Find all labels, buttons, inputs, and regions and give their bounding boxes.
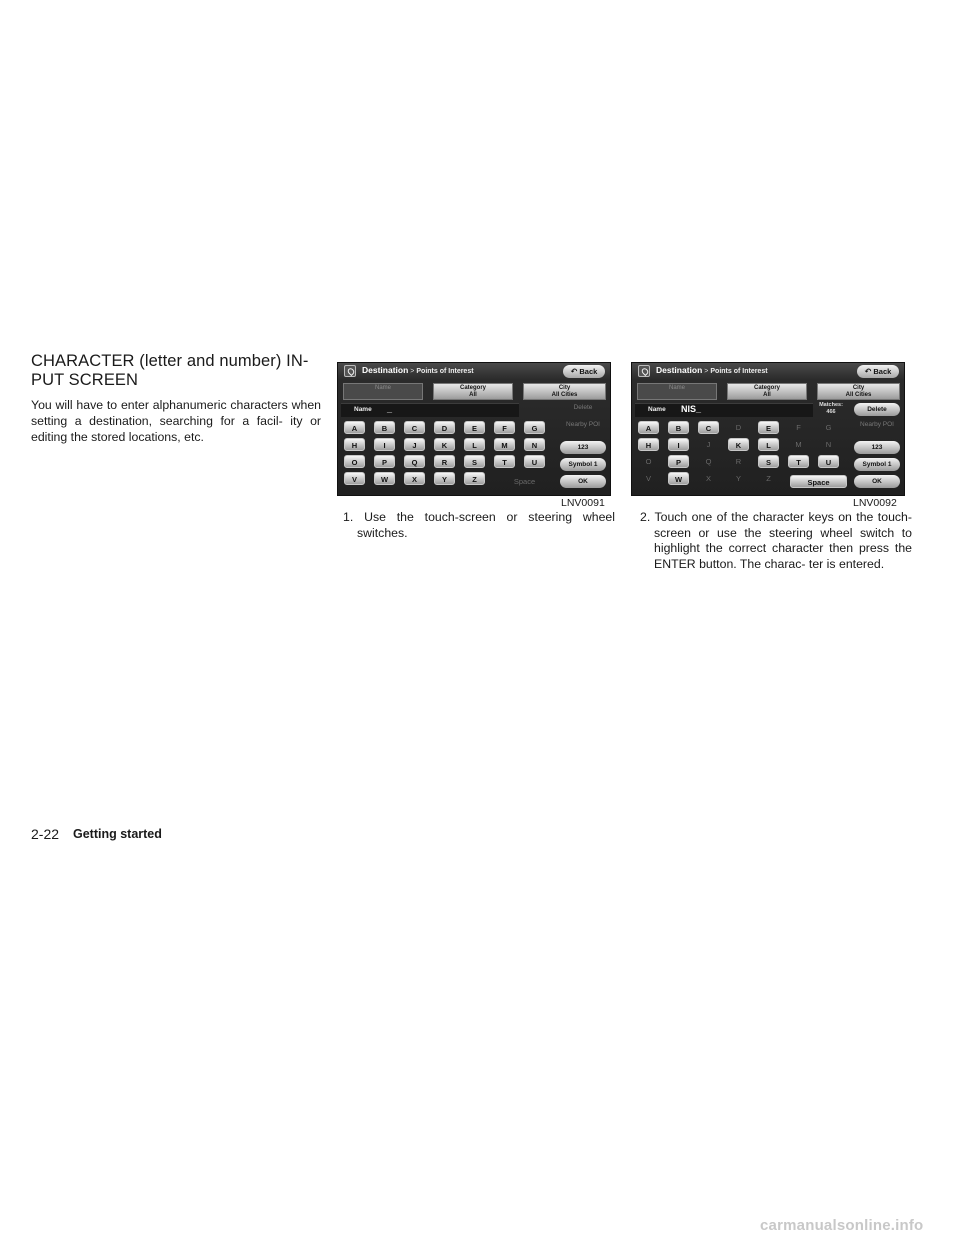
key-s[interactable]: S (464, 455, 485, 468)
key-f[interactable]: F (494, 421, 515, 434)
key-a[interactable]: A (344, 421, 365, 434)
figure-code: LNV0091 (561, 497, 605, 509)
key-g[interactable]: G (524, 421, 545, 434)
delete-button[interactable]: Delete (573, 404, 593, 411)
screen-title: Destination > Points of Interest (656, 365, 768, 375)
key-k[interactable]: K (434, 438, 455, 451)
key-t[interactable]: T (494, 455, 515, 468)
title-bar (338, 363, 610, 380)
delete-button[interactable]: Delete (854, 403, 900, 416)
key-y[interactable]: Y (735, 474, 741, 483)
key-g[interactable]: G (825, 423, 832, 432)
key-j[interactable]: J (706, 440, 711, 449)
key-u[interactable]: U (818, 455, 839, 468)
back-button[interactable]: ↶ Back (563, 365, 605, 378)
key-n[interactable]: N (825, 440, 832, 449)
ok-button[interactable]: OK (560, 475, 606, 488)
step-caption: 1. Use the touch-screen or steering wheel switches. (343, 510, 615, 540)
back-button[interactable]: ↶ Back (857, 365, 899, 378)
nearby-poi-button[interactable]: Nearby POI (860, 421, 894, 428)
name-input[interactable]: NIS_ (681, 404, 702, 414)
key-d[interactable]: D (735, 423, 742, 432)
intro-paragraph: You will have to enter alphanumeric characters when setting a destination, searching for a facil- ity or editing the stored locations, etc. (31, 398, 321, 444)
key-v[interactable]: V (645, 474, 651, 483)
key-m[interactable]: M (494, 438, 515, 451)
key-z[interactable]: Z (766, 474, 771, 483)
key-x[interactable]: X (705, 474, 711, 483)
name-label: Name (354, 406, 372, 413)
name-label: Name (648, 406, 666, 413)
key-l[interactable]: L (464, 438, 485, 451)
key-i[interactable]: I (374, 438, 395, 451)
key-n[interactable]: N (524, 438, 545, 451)
navigation-icon (344, 365, 356, 377)
key-c[interactable]: C (404, 421, 425, 434)
key-y[interactable]: Y (434, 472, 455, 485)
key-o[interactable]: O (344, 455, 365, 468)
back-arrow-icon: ↶ (864, 367, 872, 376)
key-r[interactable]: R (434, 455, 455, 468)
section-name: Getting started (73, 827, 162, 841)
key-b[interactable]: B (374, 421, 395, 434)
page-number: 2-22 (31, 826, 60, 842)
space-key[interactable]: Space (790, 475, 847, 488)
key-w[interactable]: W (374, 472, 395, 485)
key-t[interactable]: T (788, 455, 809, 468)
name-input[interactable]: _ (387, 404, 393, 414)
tab-name[interactable]: Name (343, 383, 423, 400)
key-o[interactable]: O (645, 457, 652, 466)
key-q[interactable]: Q (705, 457, 712, 466)
key-b[interactable]: B (668, 421, 689, 434)
tab-name[interactable]: Name (637, 383, 717, 400)
key-r[interactable]: R (735, 457, 742, 466)
figure-code: LNV0092 (853, 497, 897, 509)
key-c[interactable]: C (698, 421, 719, 434)
key-q[interactable]: Q (404, 455, 425, 468)
key-h[interactable]: H (344, 438, 365, 451)
symbol-button[interactable]: Symbol 1 (854, 458, 900, 471)
key-p[interactable]: P (374, 455, 395, 468)
key-z[interactable]: Z (464, 472, 485, 485)
ok-button[interactable]: OK (854, 475, 900, 488)
screen-subtitle: Points of Interest (710, 368, 768, 375)
symbol-button[interactable]: Symbol 1 (560, 458, 606, 471)
tab-city[interactable]: City All Cities (523, 383, 606, 400)
key-w[interactable]: W (668, 472, 689, 485)
screenshot-2 (631, 362, 905, 496)
key-e[interactable]: E (758, 421, 779, 434)
key-s[interactable]: S (758, 455, 779, 468)
screen-title: Destination > Points of Interest (362, 365, 474, 375)
title-bar (632, 363, 904, 380)
name-input-row (341, 403, 519, 417)
nearby-poi-button[interactable]: Nearby POI (566, 421, 600, 428)
screenshot-1 (337, 362, 611, 496)
key-u[interactable]: U (524, 455, 545, 468)
key-a[interactable]: A (638, 421, 659, 434)
key-k[interactable]: K (728, 438, 749, 451)
tab-category[interactable]: Category All (727, 383, 807, 400)
numbers-button[interactable]: 123 (854, 441, 900, 454)
navigation-icon (638, 365, 650, 377)
key-j[interactable]: J (404, 438, 425, 451)
key-p[interactable]: P (668, 455, 689, 468)
tab-category[interactable]: Category All (433, 383, 513, 400)
screen-subtitle: Points of Interest (416, 368, 474, 375)
key-e[interactable]: E (464, 421, 485, 434)
matches-count: Matches: 466 (819, 402, 843, 415)
name-input-row (635, 403, 813, 417)
key-i[interactable]: I (668, 438, 689, 451)
key-m[interactable]: M (795, 440, 802, 449)
back-arrow-icon: ↶ (570, 367, 578, 376)
key-d[interactable]: D (434, 421, 455, 434)
key-h[interactable]: H (638, 438, 659, 451)
watermark: carmanualsonline.info (760, 1217, 924, 1234)
section-heading: CHARACTER (letter and number) IN- PUT SCREEN (31, 352, 309, 389)
space-key[interactable]: Space (513, 477, 536, 486)
step-caption: 2. Touch one of the character keys on the touch-screen or use the steering wheel switch to highlight the correct character then press the ENTER button. The charac- ter is entered. (640, 510, 912, 571)
key-f[interactable]: F (796, 423, 801, 432)
key-l[interactable]: L (758, 438, 779, 451)
tab-city[interactable]: City All Cities (817, 383, 900, 400)
key-v[interactable]: V (344, 472, 365, 485)
numbers-button[interactable]: 123 (560, 441, 606, 454)
key-x[interactable]: X (404, 472, 425, 485)
